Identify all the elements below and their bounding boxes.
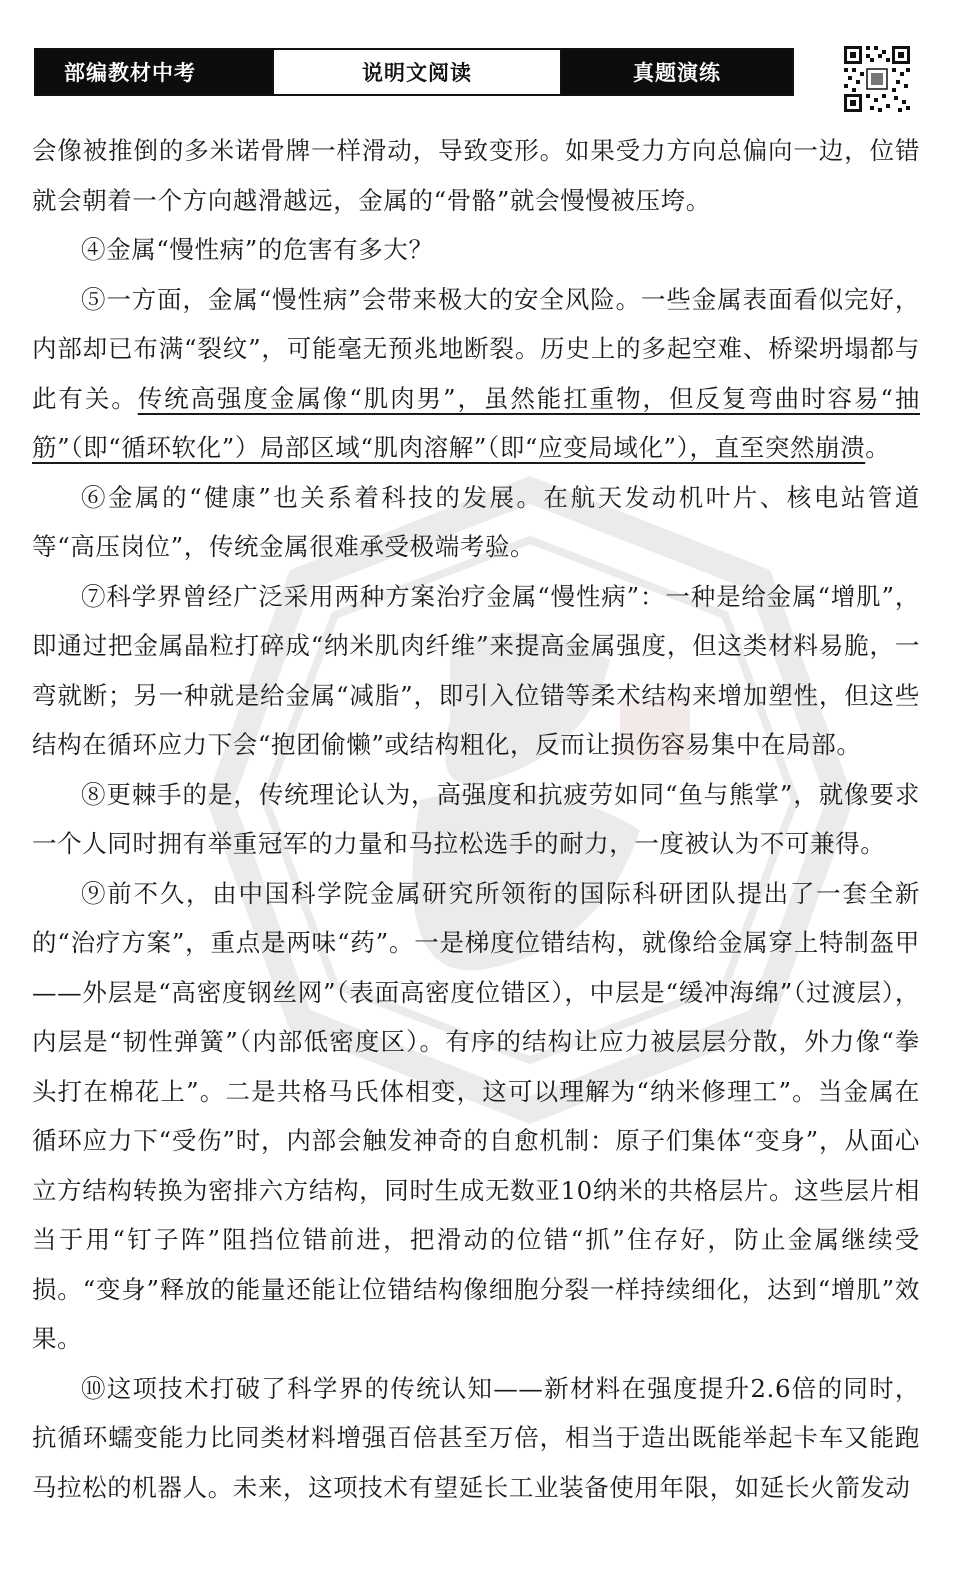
underlined-sentence: 传统高强度金属像“肌肉男”，虽然能扛重物，但反复弯曲时容易“抽筋”（即“循环软化”）局部区域“肌肉溶解”（即“应变局域化”），直至突然崩溃 <box>32 383 920 462</box>
header-right-label: 真题演练 <box>562 50 792 94</box>
paragraph-text: ⑨前不久，由中国科学院金属研究所领衔的国际科研团队提出了一套全新的“治疗方案”，重点是两味“药”。一是梯度位错结构，就像给金属穿上特制盔甲——外层是“高密度钢丝网”（表面高密度位错区），中层是“缓冲海绵”（过渡层），内层是“韧性弹簧”（内部低密度区）。有序的结构让应力被层层分散，外力像“拳头打在棉花上”。二是共格马氏体相变，这可以理解为“纳米修理工”。当金属在循环应力下“受伤”时，内部会触发神奇的自愈机制：原子们集体“变身”，从面心立方结构转换为密排六方结构，同时生成无数亚10纳米的共格层片。这些层片相当于用“钉子阵”阻挡位错前进，把滑动的位错“抓”住存好，防止金属继续受损。“变身”释放的能量还能让位错结构像细胞分裂一样持续细化，达到“增肌”效果。 <box>32 878 920 1353</box>
paragraph-text-end: 。 <box>865 433 891 462</box>
qr-code-icon[interactable] <box>842 44 912 114</box>
paragraph-6 <box>32 473 920 572</box>
paragraph-text: ⑥金属的“健康”也关系着科技的发展。在航天发动机叶片、核电站管道等“高压岗位”，传统金属很难承受极端考验。 <box>32 482 920 561</box>
paragraph-5 <box>32 275 920 473</box>
paragraph-continuation <box>32 126 920 225</box>
paragraph-text: 会像被推倒的多米诺骨牌一样滑动，导致变形。如果受力方向总偏向一边，位错就会朝着一个方向越滑越远，金属的“骨骼”就会慢慢被压垮。 <box>32 136 920 215</box>
paragraph-text: ④金属“慢性病”的危害有多大？ <box>81 235 434 264</box>
paragraph-7 <box>32 572 920 770</box>
paragraph-text: ⑩这项技术打破了科学界的传统认知——新材料在强度提升2.6倍的同时，抗循环蠕变能力比同类材料增强百倍甚至万倍，相当于造出既能举起卡车又能跑马拉松的机器人。未来，这项技术有望延长工业装备使用年限，如延长火箭发动 <box>32 1373 920 1502</box>
article-body <box>32 126 920 1512</box>
paragraph-text: ⑧更棘手的是，传统理论认为，高强度和抗疲劳如同“鱼与熊掌”，就像要求一个人同时拥有举重冠军的力量和马拉松选手的耐力，一度被认为不可兼得。 <box>32 779 920 858</box>
header-bar <box>34 48 794 96</box>
header-center-label: 说明文阅读 <box>272 50 562 94</box>
paragraph-text: ⑤一方面，金属“慢性病”会带来极大的安全风险。一些金属表面看似完好，内部却已布满“裂纹”，可能毫无预兆地断裂。历史上的多起空难、桥梁坍塌都与此有关。 <box>32 284 920 413</box>
paragraph-text: ⑦科学界曾经广泛采用两种方案治疗金属“慢性病”：一种是给金属“增肌”，即通过把金属晶粒打碎成“纳米肌肉纤维”来提高金属强度，但这类材料易脆，一弯就断；另一种就是给金属“减脂”，即引入位错等柔术结构来增加塑性，但这些结构在循环应力下会“抱团偷懒”或结构粗化，反而让损伤容易集中在局部。 <box>32 581 920 759</box>
paragraph-8 <box>32 770 920 869</box>
paragraph-10 <box>32 1364 920 1513</box>
header-left-label: 部编教材中考 <box>36 50 272 94</box>
paragraph-4 <box>32 225 920 275</box>
paragraph-9 <box>32 869 920 1364</box>
